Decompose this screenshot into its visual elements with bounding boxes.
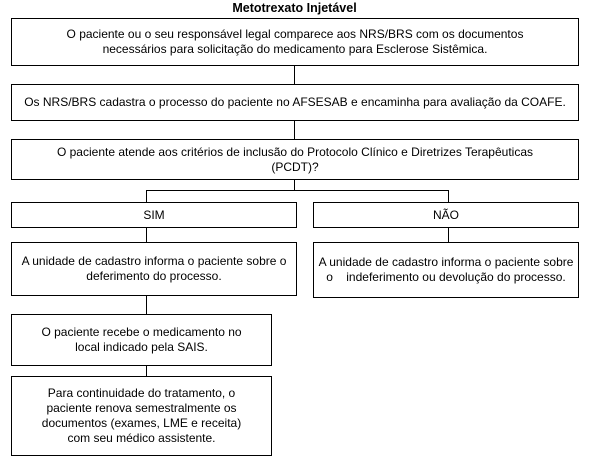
connector-branch-no xyxy=(448,190,449,202)
diagram-title: Metotrexato Injetável xyxy=(232,1,357,15)
no-indeferimento-box xyxy=(313,242,579,298)
branch-sim-label: SIM xyxy=(143,207,165,222)
connector-step2-step3 xyxy=(294,121,295,139)
step-comparece-text: O paciente ou o seu responsável legal comparece aos NRS/BRS com os documentos necessários para solicitação do medicamento para Esclerose Sistêmica. xyxy=(66,27,524,56)
step-cadastra-box xyxy=(11,84,579,121)
decision-criterios-text: O paciente atende aos critérios de inclusão do Protocolo Clínico e Diretrizes Terapêuticas (PCDT)? xyxy=(56,144,534,174)
connector-no-label-step1 xyxy=(448,228,449,242)
connector-step3-branch xyxy=(294,180,295,190)
yes-recebe-medicamento-text: O paciente recebe o medicamento no local indicado pela SAIS. xyxy=(41,325,242,354)
branch-nao-box xyxy=(313,202,579,228)
yes-deferimento-box xyxy=(11,242,297,296)
no-indeferimento-text: A unidade de cadastro informa o paciente sobre o indeferimento ou devolução do processo. xyxy=(318,255,577,284)
branch-sim-box xyxy=(11,202,297,228)
yes-continuidade-text: Para continuidade do tratamento, o paciente renova semestralmente os documentos (exames, LME e receita) com seu médico assistente. xyxy=(41,386,242,445)
connector-yes-step2-step3 xyxy=(146,366,147,376)
yes-continuidade-box xyxy=(11,376,272,456)
connector-branch-horizontal xyxy=(146,190,448,191)
connector-branch-yes xyxy=(146,190,147,202)
yes-deferimento-text: A unidade de cadastro informa o paciente sobre o deferimento do processo. xyxy=(21,254,287,283)
connector-yes-step1-step2 xyxy=(146,296,147,314)
branch-nao-label: NÃO xyxy=(432,207,459,222)
step-comparece-box xyxy=(11,18,579,66)
yes-recebe-medicamento-box xyxy=(11,314,272,366)
connector-yes-label-step1 xyxy=(146,228,147,242)
connector-step1-step2 xyxy=(294,66,295,84)
step-cadastra-text: Os NRS/BRS cadastra o processo do paciente no AFSESAB e encaminha para avaliação da COAFE. xyxy=(24,95,566,109)
decision-criterios-box xyxy=(11,139,579,180)
